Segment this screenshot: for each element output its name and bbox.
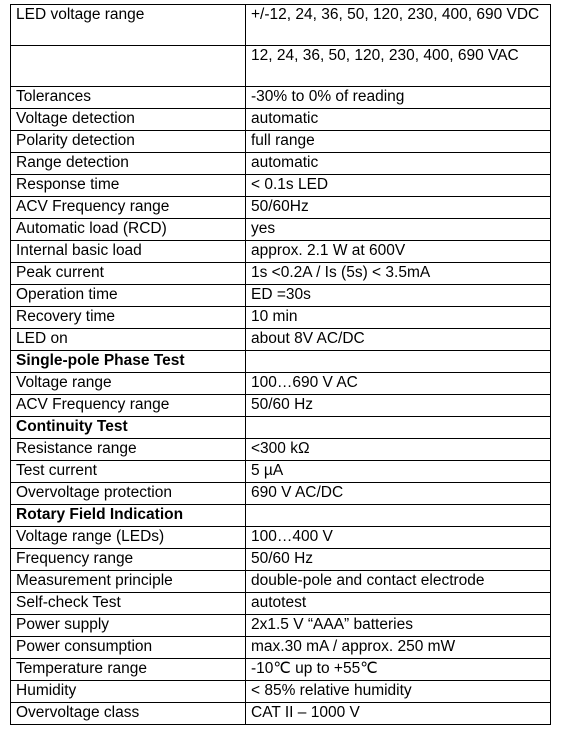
table-row	[11, 109, 551, 131]
table-row	[11, 197, 551, 219]
spec-label: Voltage range (LEDs)	[11, 527, 246, 549]
table-row	[11, 285, 551, 307]
specifications-table-body	[11, 5, 551, 725]
spec-value: about 8V AC/DC	[246, 329, 551, 351]
table-row	[11, 131, 551, 153]
spec-value	[246, 351, 551, 373]
spec-value	[246, 505, 551, 527]
spec-value: 50/60 Hz	[246, 395, 551, 417]
spec-value: CAT II – 1000 V	[246, 703, 551, 725]
spec-value: 50/60Hz	[246, 197, 551, 219]
spec-value: full range	[246, 131, 551, 153]
spec-label: Automatic load (RCD)	[11, 219, 246, 241]
table-row	[11, 219, 551, 241]
table-row	[11, 703, 551, 725]
table-row	[11, 439, 551, 461]
table-row	[11, 329, 551, 351]
table-row	[11, 307, 551, 329]
spec-label: Resistance range	[11, 439, 246, 461]
spec-value: approx. 2.1 W at 600V	[246, 241, 551, 263]
spec-label: Overvoltage class	[11, 703, 246, 725]
table-row	[11, 241, 551, 263]
spec-value: -30% to 0% of reading	[246, 87, 551, 109]
spec-value: < 0.1s LED	[246, 175, 551, 197]
spec-label: Peak current	[11, 263, 246, 285]
spec-value: automatic	[246, 109, 551, 131]
spec-label: ACV Frequency range	[11, 197, 246, 219]
spec-value: 690 V AC/DC	[246, 483, 551, 505]
table-row	[11, 571, 551, 593]
spec-label: Polarity detection	[11, 131, 246, 153]
section-title: Rotary Field Indication	[11, 505, 246, 527]
spec-value: yes	[246, 219, 551, 241]
spec-value	[246, 417, 551, 439]
spec-value: 2x1.5 V “AAA” batteries	[246, 615, 551, 637]
table-row	[11, 175, 551, 197]
table-row	[11, 637, 551, 659]
spec-value: 50/60 Hz	[246, 549, 551, 571]
table-row	[11, 395, 551, 417]
section-title: Single-pole Phase Test	[11, 351, 246, 373]
spec-label: Voltage detection	[11, 109, 246, 131]
spec-value: <300 kΩ	[246, 439, 551, 461]
spec-label: Self-check Test	[11, 593, 246, 615]
spec-value: automatic	[246, 153, 551, 175]
spec-label: ACV Frequency range	[11, 395, 246, 417]
spec-label	[11, 46, 246, 87]
spec-value: 100…400 V	[246, 527, 551, 549]
spec-value: 100…690 V AC	[246, 373, 551, 395]
spec-value: 12, 24, 36, 50, 120, 230, 400, 690 VAC	[246, 46, 551, 87]
table-row	[11, 615, 551, 637]
table-row	[11, 549, 551, 571]
section-header-row	[11, 351, 551, 373]
spec-label: Overvoltage protection	[11, 483, 246, 505]
spec-value: 1s <0.2A / Is (5s) < 3.5mA	[246, 263, 551, 285]
table-row	[11, 46, 551, 87]
spec-label: Humidity	[11, 681, 246, 703]
spec-value: < 85% relative humidity	[246, 681, 551, 703]
spec-label: Operation time	[11, 285, 246, 307]
spec-label: Frequency range	[11, 549, 246, 571]
table-row	[11, 659, 551, 681]
spec-value: -10℃ up to +55℃	[246, 659, 551, 681]
section-header-row	[11, 417, 551, 439]
table-row	[11, 461, 551, 483]
spec-value: +/-12, 24, 36, 50, 120, 230, 400, 690 VDC	[246, 5, 551, 46]
spec-label: Measurement principle	[11, 571, 246, 593]
spec-label: Power consumption	[11, 637, 246, 659]
spec-value: 5 µA	[246, 461, 551, 483]
spec-value: ED =30s	[246, 285, 551, 307]
table-row	[11, 153, 551, 175]
table-row	[11, 87, 551, 109]
spec-label: Tolerances	[11, 87, 246, 109]
table-row	[11, 373, 551, 395]
spec-label: Power supply	[11, 615, 246, 637]
specifications-table	[10, 4, 551, 725]
spec-label: Internal basic load	[11, 241, 246, 263]
table-row	[11, 681, 551, 703]
spec-label: Voltage range	[11, 373, 246, 395]
table-row	[11, 5, 551, 46]
table-row	[11, 263, 551, 285]
spec-value: 10 min	[246, 307, 551, 329]
table-row	[11, 593, 551, 615]
spec-value: autotest	[246, 593, 551, 615]
spec-value: max.30 mA / approx. 250 mW	[246, 637, 551, 659]
table-row	[11, 527, 551, 549]
section-header-row	[11, 505, 551, 527]
section-title: Continuity Test	[11, 417, 246, 439]
spec-label: Recovery time	[11, 307, 246, 329]
table-row	[11, 483, 551, 505]
spec-label: LED voltage range	[11, 5, 246, 46]
spec-label: Response time	[11, 175, 246, 197]
spec-label: LED on	[11, 329, 246, 351]
spec-label: Test current	[11, 461, 246, 483]
spec-value: double-pole and contact electrode	[246, 571, 551, 593]
spec-label: Range detection	[11, 153, 246, 175]
spec-label: Temperature range	[11, 659, 246, 681]
